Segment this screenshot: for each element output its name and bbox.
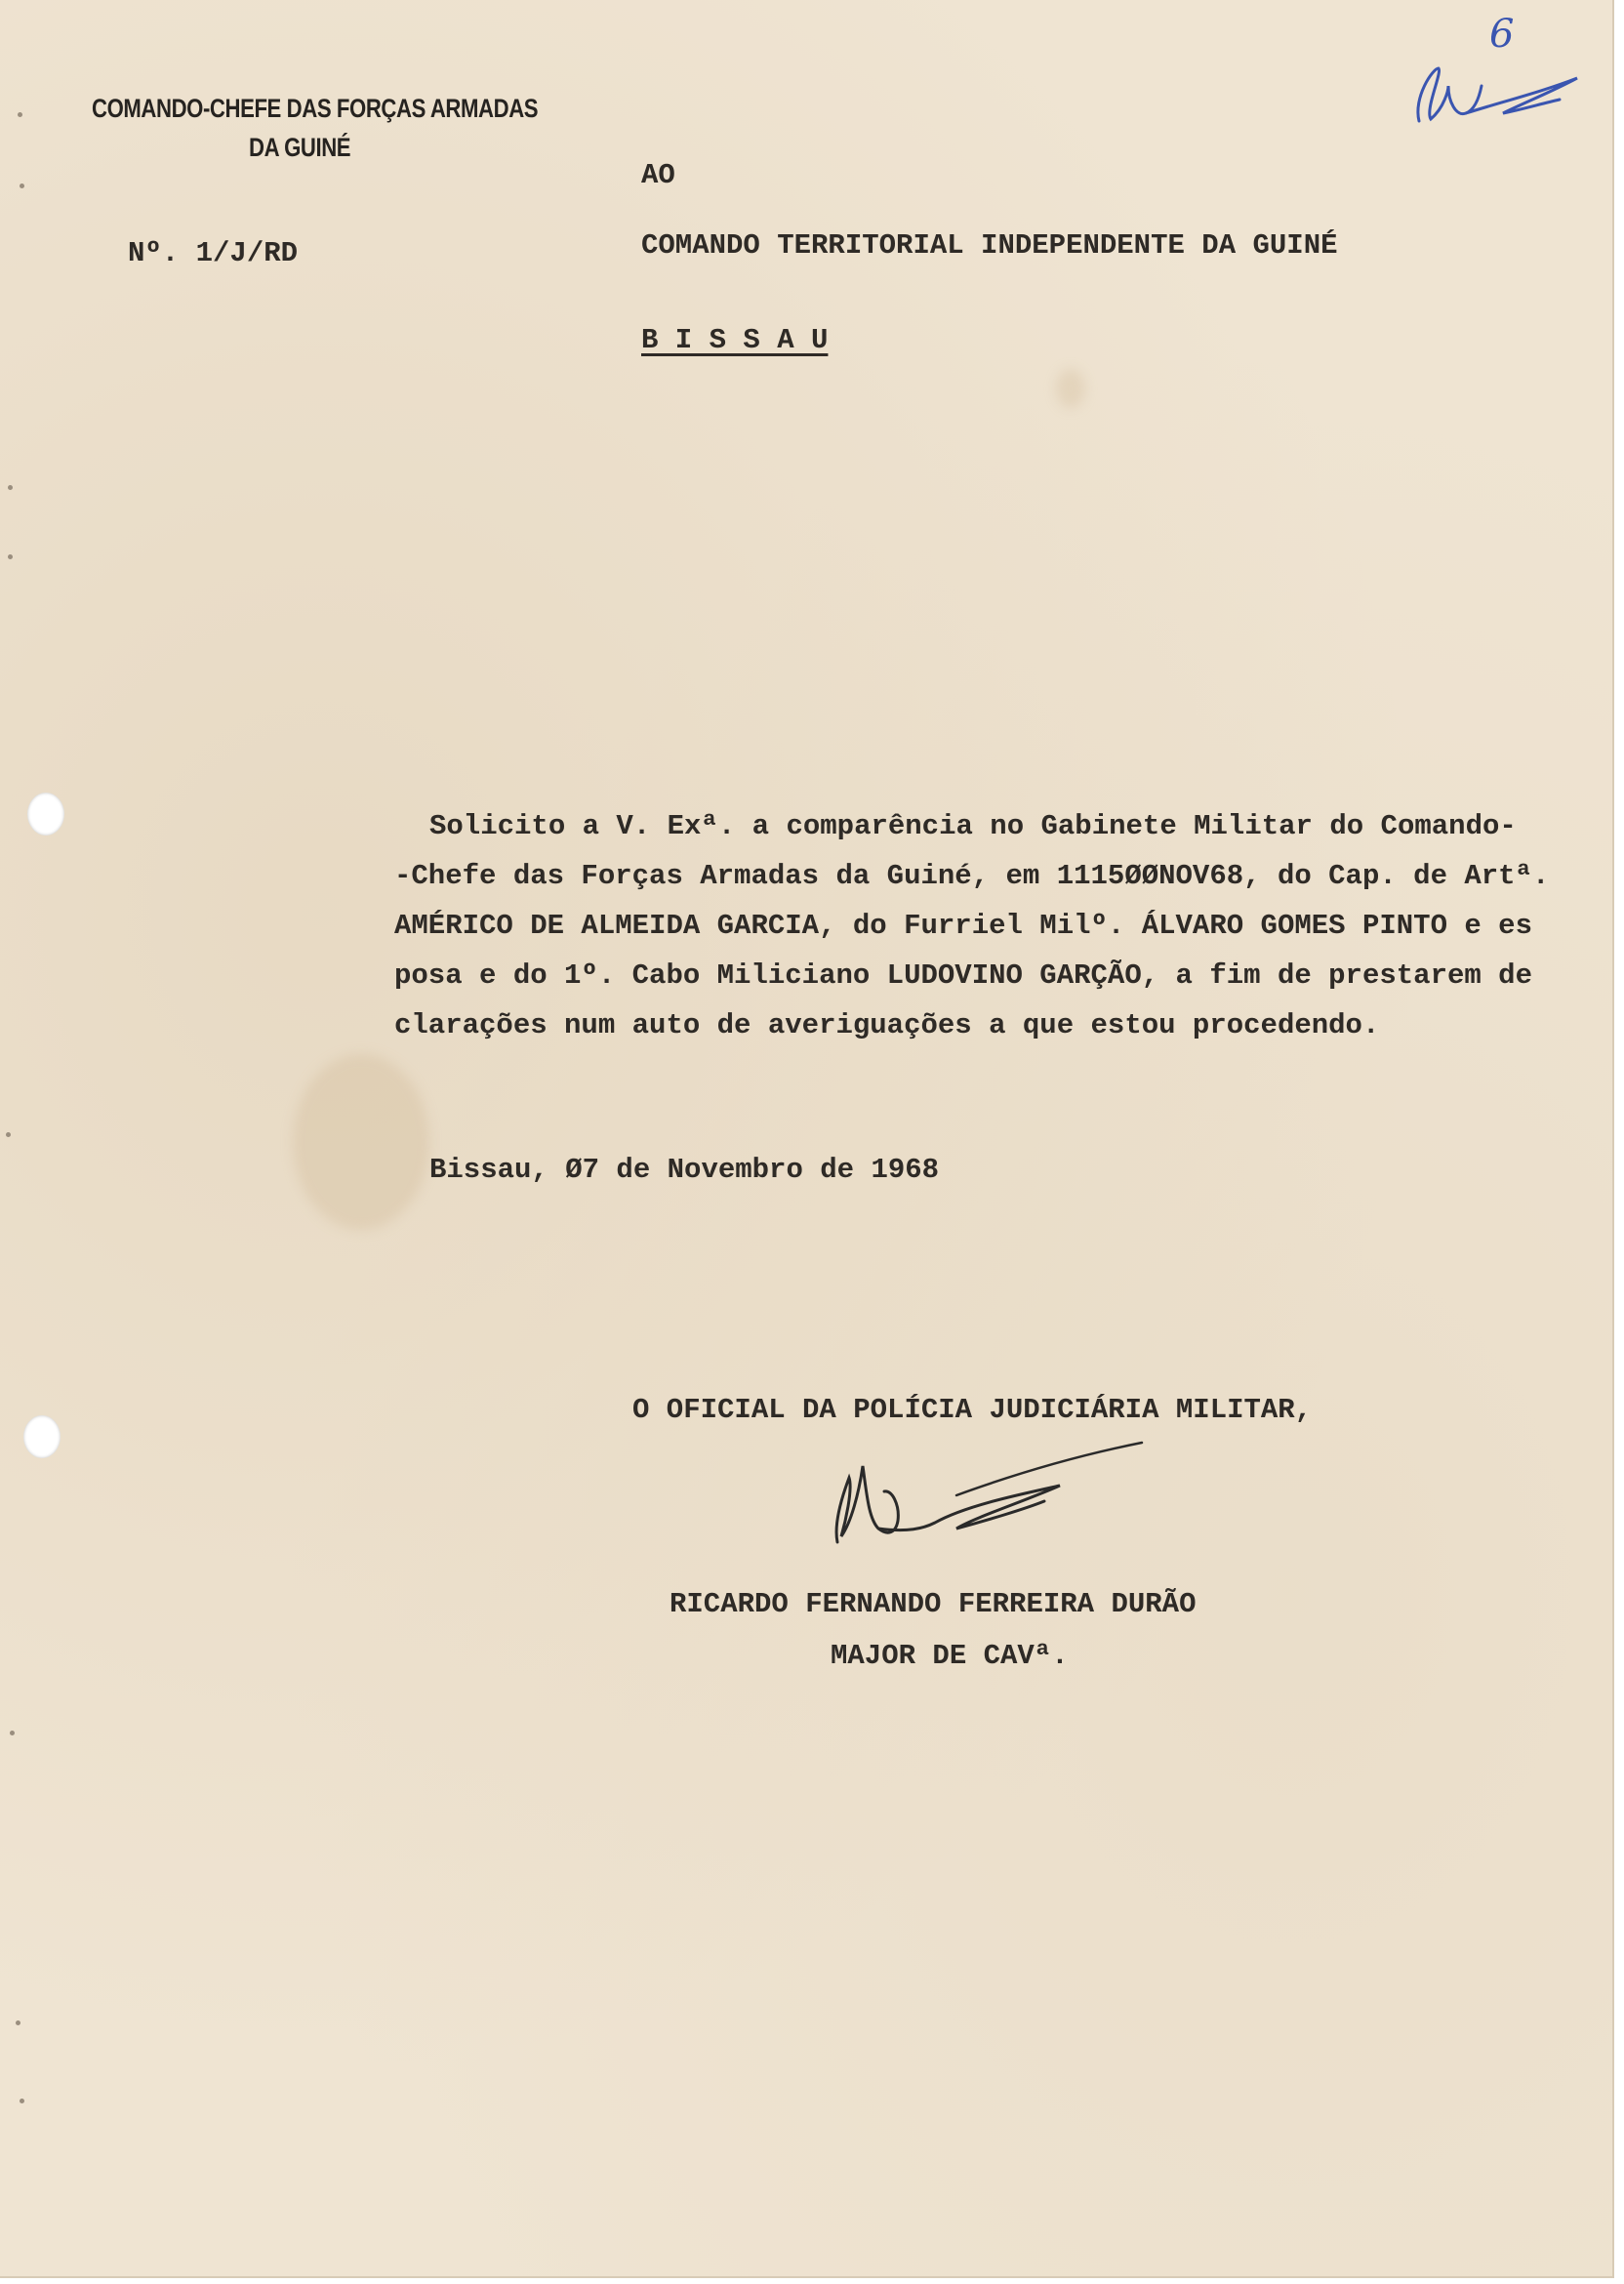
addressee-prefix: AO [641,159,675,191]
punch-hole-bottom [23,1415,61,1458]
punch-hole-top [27,793,64,836]
body-line-4: posa e do 1º. Cabo Miliciano LUDOVINO GARÇÃO, a fim de prestarem de [394,959,1532,992]
handwritten-signature [830,1435,1152,1552]
letterhead-line-2: DA GUINÉ [249,133,351,162]
signature-title: O OFICIAL DA POLÍCIA JUDICIÁRIA MILITAR, [632,1394,1313,1426]
addressee-city: B I S S A U [641,324,829,356]
margin-speck [20,184,24,188]
margin-speck [8,554,13,559]
page-number: 6 [1489,12,1515,57]
margin-speck [10,1731,15,1735]
margin-speck [20,2099,24,2103]
reference-number: Nº. 1/J/RD [128,237,299,269]
margin-speck [18,112,22,117]
addressee-name: COMANDO TERRITORIAL INDEPENDENTE DA GUINÉ [641,229,1338,262]
signatory-rank: MAJOR DE CAVª. [831,1640,1069,1672]
handwritten-initials-stamp [1405,39,1601,137]
body-line-3: AMÉRICO DE ALMEIDA GARCIA, do Furriel Milº. ÁLVARO GOMES PINTO e es [394,910,1532,942]
letterhead-line-1: COMANDO-CHEFE DAS FORÇAS ARMADAS [92,94,539,123]
paper-stain [293,1054,429,1230]
paper-stain [1056,369,1085,408]
margin-speck [16,2020,20,2025]
margin-speck [6,1132,11,1137]
date-line: Bissau, Ø7 de Novembro de 1968 [429,1154,940,1186]
body-line-2: -Chefe das Forças Armadas da Guiné, em 1115ØØNOV68, do Cap. de Artª. [394,860,1550,892]
signatory-name: RICARDO FERNANDO FERREIRA DURÃO [670,1588,1197,1620]
body-line-1: Solicito a V. Exª. a comparência no Gabinete Militar do Comando- [429,810,1517,842]
body-line-5: clarações num auto de averiguações a que estou procedendo. [394,1009,1380,1041]
margin-speck [8,485,13,490]
